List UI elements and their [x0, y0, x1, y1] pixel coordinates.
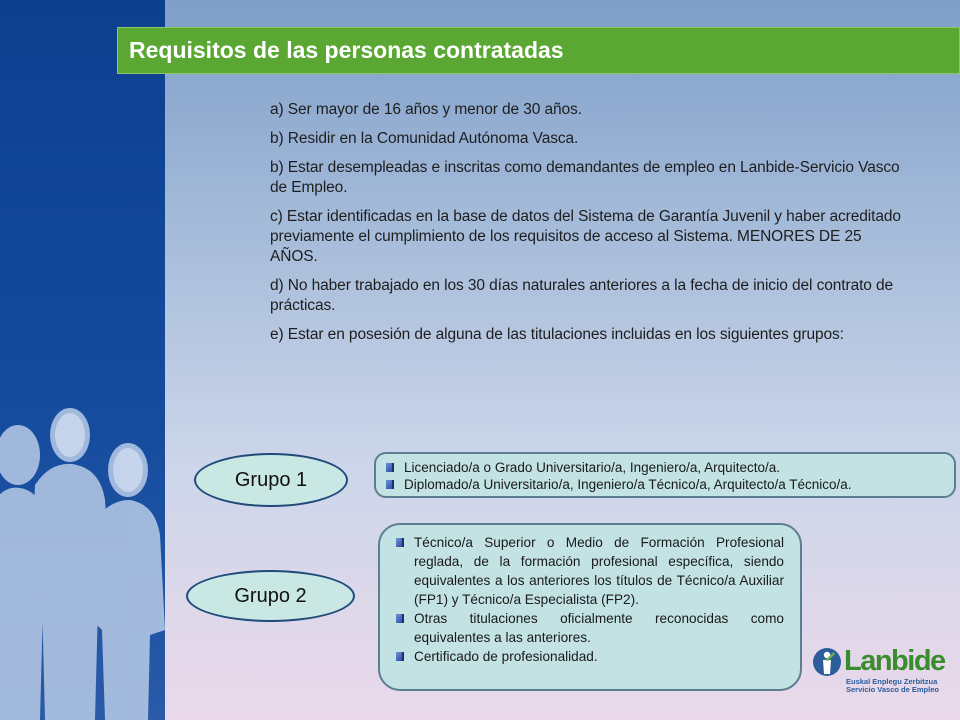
logo-subtitle-euskera: Euskal Enplegu Zerbitzua [846, 677, 938, 686]
logo-subtitle-castellano: Servicio Vasco de Empleo [846, 685, 939, 694]
lanbide-person-icon [812, 647, 842, 677]
bullet-icon [386, 480, 394, 489]
requirements-list [270, 100, 910, 354]
lanbide-logo [812, 643, 945, 703]
requirement-item: e) Estar en posesión de alguna de las titulaciones incluidas en los siguientes grupos: [270, 326, 844, 343]
people-silhouettes-image [0, 400, 170, 720]
page-title: Requisitos de las personas contratadas [129, 37, 564, 63]
lanbide-wordmark: Lanbide [844, 645, 945, 677]
bullet-icon [386, 463, 394, 472]
bullet-icon [396, 538, 404, 547]
grupo-2-item: Técnico/a Superior o Medio de Formación Profesional reglada, de la formación profesional específica, siendo equivalentes a los anteriores los títulos de Técnico/a Auxiliar (FP1) y Técnico/a Especialista (FP2). [394, 533, 784, 609]
bullet-icon [396, 652, 404, 661]
grupo-1-label: Grupo 1 [194, 453, 348, 507]
grupo-1-item: Diplomado/a Universitario/a, Ingeniero/a Técnico/a, Arquitecto/a Técnico/a. [384, 476, 946, 493]
requirement-item: b) Residir en la Comunidad Autónoma Vasca. [270, 130, 579, 147]
requirement-item: b) Estar desempleadas e inscritas como demandantes de empleo en Lanbide-Servicio Vasco de Empleo. [270, 159, 900, 196]
requirement-item: d) No haber trabajado en los 30 días naturales anteriores a la fecha de inicio del contrato de prácticas. [270, 277, 894, 314]
grupo-1-box [374, 452, 956, 498]
grupo-2-box [378, 523, 802, 691]
title-bar [117, 27, 960, 74]
bullet-icon [396, 614, 404, 623]
grupo-1-item: Licenciado/a o Grado Universitario/a, Ingeniero/a, Arquitecto/a. [384, 459, 946, 476]
grupo-2-item: Otras titulaciones oficialmente reconocidas como equivalentes a las anteriores. [394, 609, 784, 647]
grupo-2-label: Grupo 2 [186, 570, 355, 622]
requirement-item: a) Ser mayor de 16 años y menor de 30 años. [270, 101, 582, 118]
grupo-2-item: Certificado de profesionalidad. [394, 647, 784, 666]
requirement-item: c) Estar identificadas en la base de datos del Sistema de Garantía Juvenil y haber acreditado previamente el cumplimiento de los requisitos de acceso al Sistema. MENORES DE 25 AÑOS. [270, 208, 901, 265]
